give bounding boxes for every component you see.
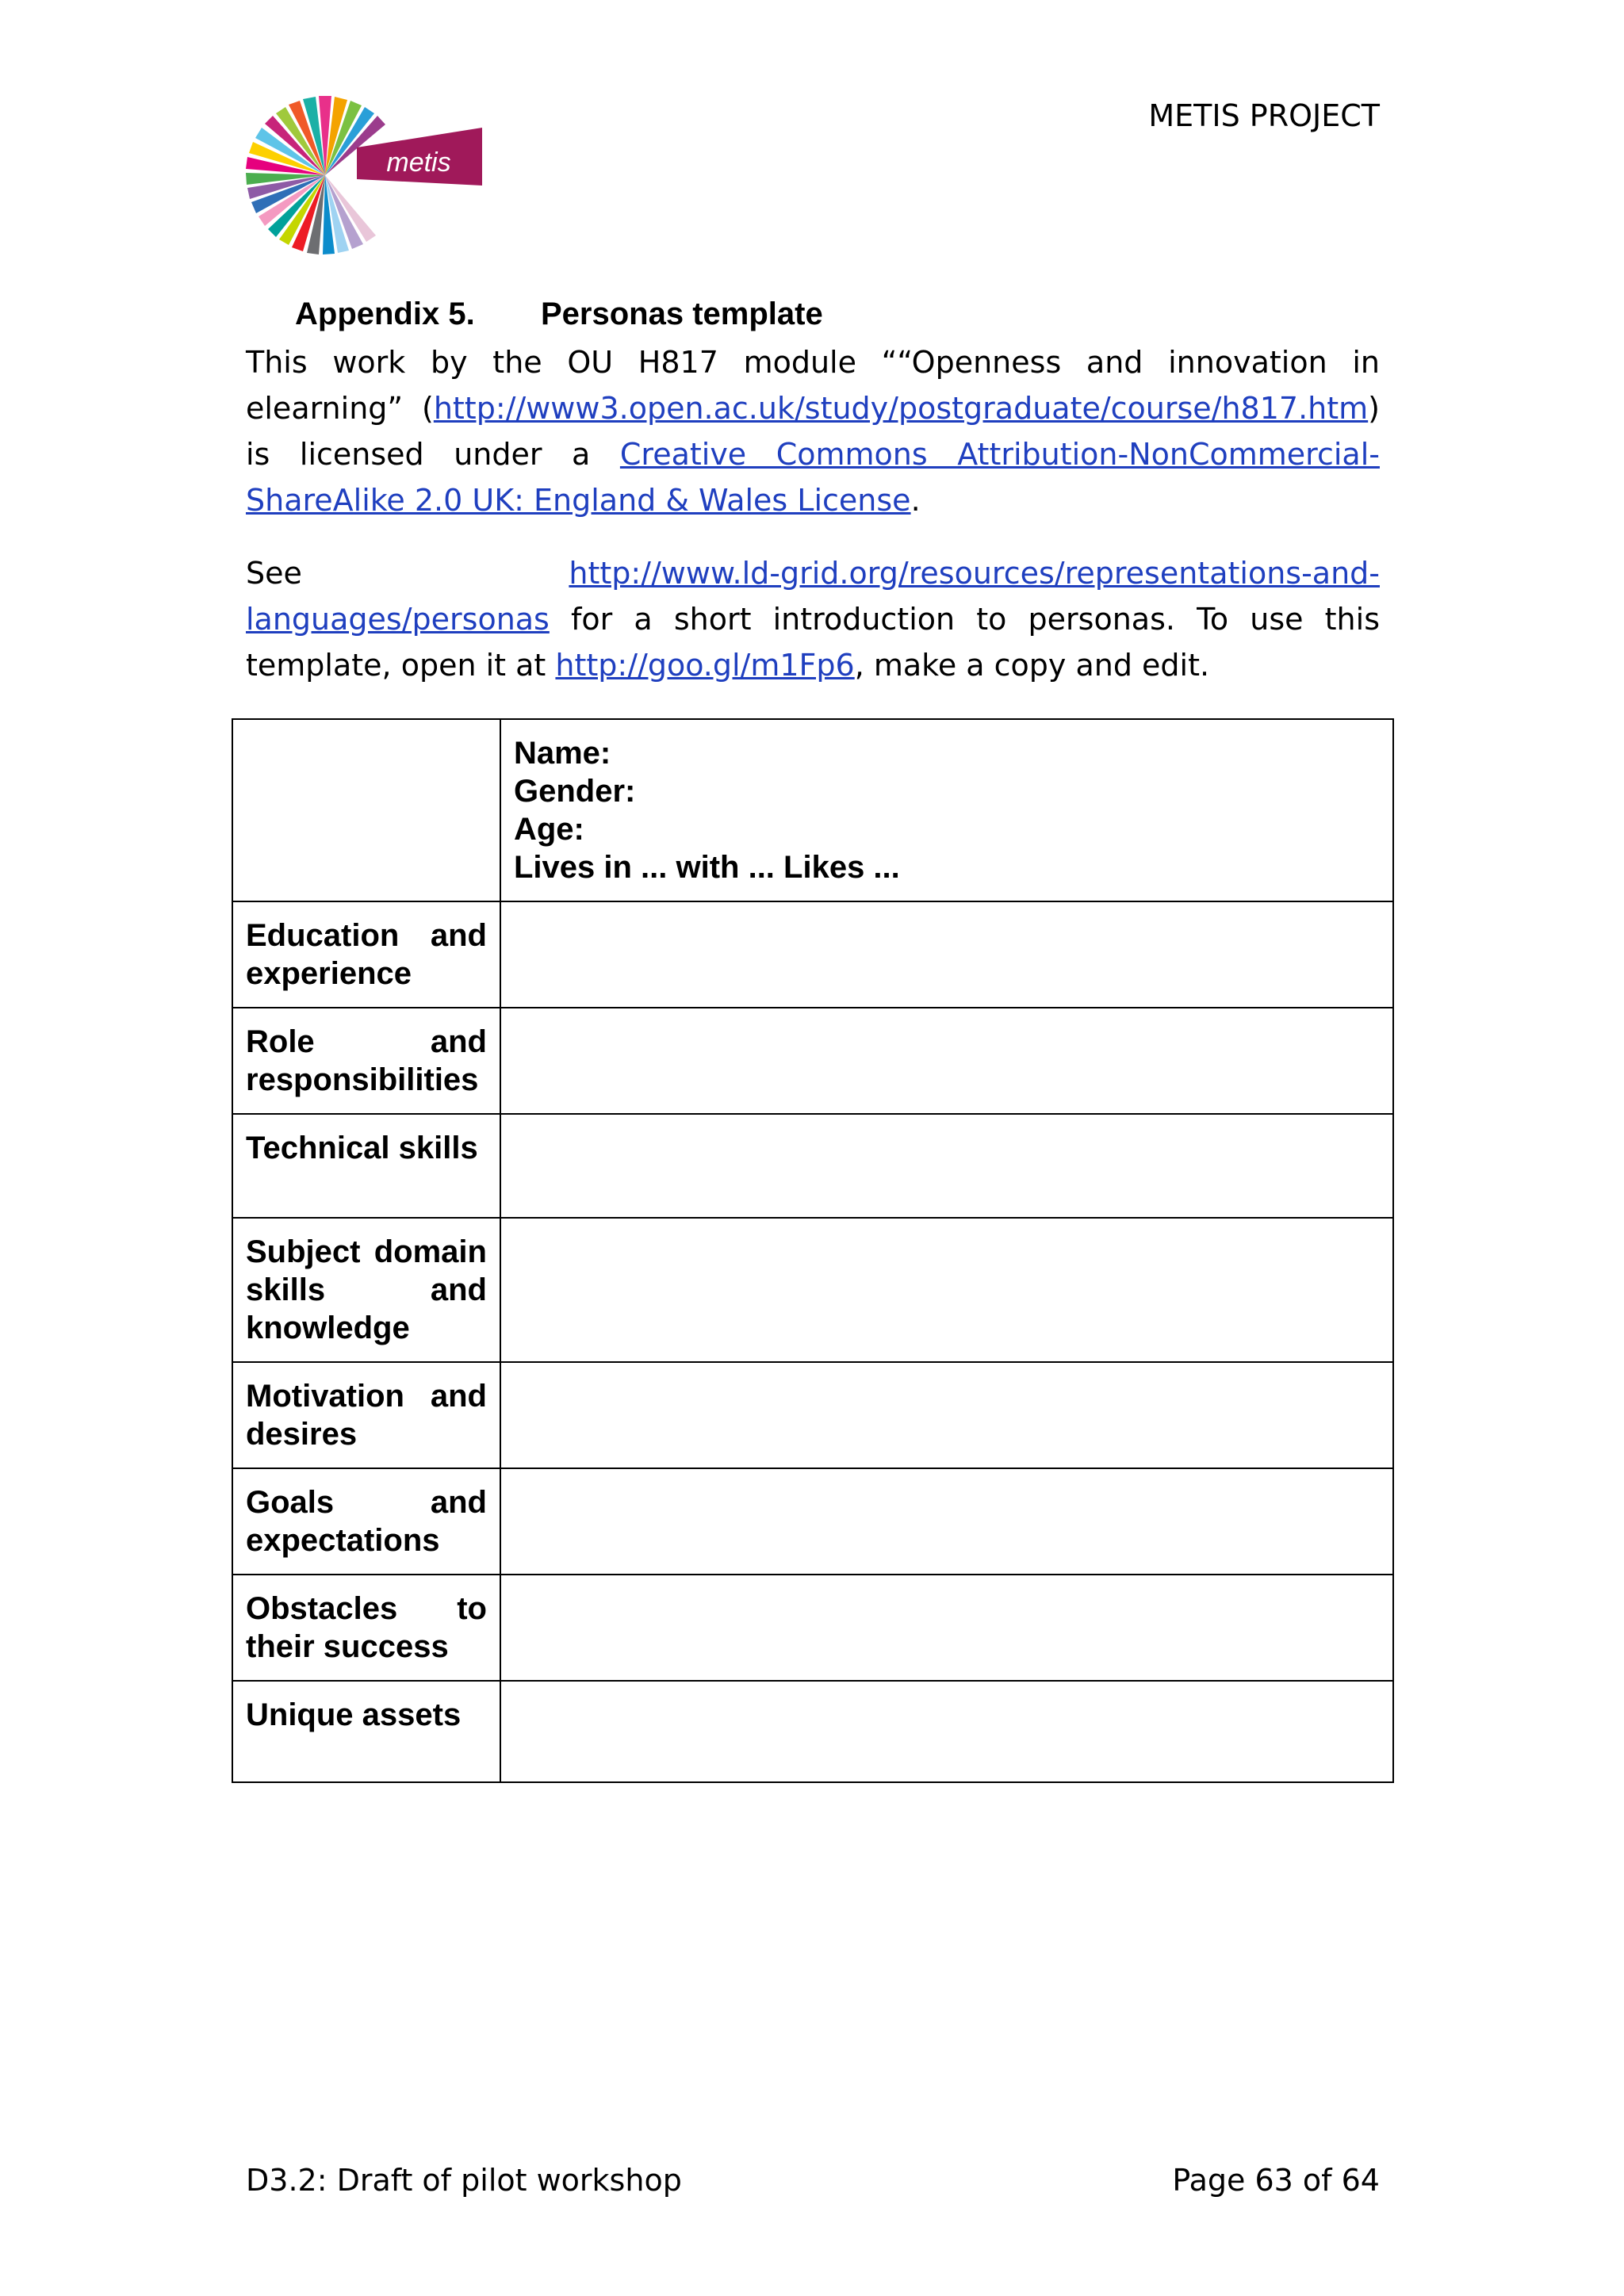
row-value-unique-assets[interactable] [500, 1681, 1393, 1782]
row-label-subject-domain: Subject domain skills and knowledge [232, 1218, 500, 1362]
table-row [232, 901, 1393, 1008]
intro-text-3: , make a copy and edit. [854, 648, 1210, 683]
row-value-motivation[interactable] [500, 1362, 1393, 1468]
intro-text-1: See [246, 556, 569, 591]
license-paragraph [246, 339, 1380, 523]
row-value-goals[interactable] [500, 1468, 1393, 1575]
persona-header-row [232, 719, 1393, 901]
row-value-education[interactable] [500, 901, 1393, 1008]
creative-commons-license-link[interactable]: Creative Commons Attribution-NonCommercial-ShareAlike 2.0 UK: England & Wales License [246, 437, 1380, 518]
license-text-1: This work by the OU H817 module ““Openness and innovation in elearning” ( [246, 345, 1380, 426]
license-text-2: ) is licensed under a [246, 391, 1380, 472]
project-header: METIS PROJECT [1148, 98, 1380, 133]
table-row [232, 1362, 1393, 1468]
section-heading [295, 297, 823, 332]
table-row [232, 1114, 1393, 1218]
section-number: Appendix 5. [295, 297, 475, 331]
row-value-obstacles[interactable] [500, 1575, 1393, 1681]
row-value-subject-domain[interactable] [500, 1218, 1393, 1362]
table-row [232, 1008, 1393, 1114]
persona-identity-cell[interactable] [500, 719, 1393, 901]
gender-label: Gender: [513, 774, 636, 809]
lives-likes-label: Lives in ... with ... Likes ... [513, 850, 900, 885]
age-label: Age: [513, 812, 584, 847]
license-text-3: . [910, 483, 921, 518]
table-row [232, 1575, 1393, 1681]
footer-page-number: Page 63 of 64 [1172, 2163, 1380, 2198]
table-row [232, 1468, 1393, 1575]
persona-header-empty-cell [232, 719, 500, 901]
intro-text-2: for a short introduction to personas. To use this template, open it at [246, 602, 1380, 683]
row-label-technical-skills: Technical skills [232, 1114, 500, 1218]
row-label-role: Role and responsibilities [232, 1008, 500, 1114]
table-row [232, 1218, 1393, 1362]
goo-gl-template-link[interactable]: http://goo.gl/m1Fp6 [555, 648, 855, 683]
row-value-technical-skills[interactable] [500, 1114, 1393, 1218]
footer-document-title: D3.2: Draft of pilot workshop [246, 2163, 682, 2198]
metis-logo [246, 92, 484, 258]
row-label-motivation: Motivation and desires [232, 1362, 500, 1468]
row-label-education: Education and experience [232, 901, 500, 1008]
row-value-role[interactable] [500, 1008, 1393, 1114]
row-label-goals: Goals and expectations [232, 1468, 500, 1575]
ld-grid-personas-link[interactable]: http://www.ld-grid.org/resources/representations-and-languages/personas [246, 556, 1380, 637]
table-row [232, 1681, 1393, 1782]
row-label-obstacles: Obstacles to their success [232, 1575, 500, 1681]
row-label-unique-assets: Unique assets [232, 1681, 500, 1782]
persona-table [232, 718, 1394, 1783]
section-title: Personas template [541, 297, 823, 331]
intro-paragraph [246, 550, 1380, 688]
h817-course-link[interactable]: http://www3.open.ac.uk/study/postgraduate/course/h817.htm [433, 391, 1369, 426]
logo-text: metis [386, 147, 451, 178]
name-label: Name: [513, 736, 611, 771]
